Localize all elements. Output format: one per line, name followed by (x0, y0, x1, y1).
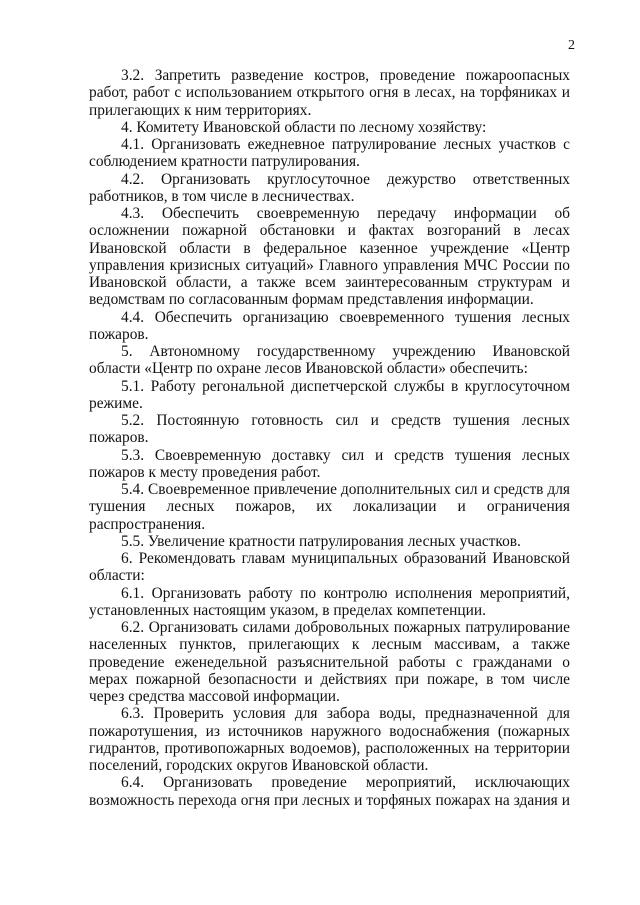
paragraph-6-1: 6.1. Организовать работу по контролю исполнения мероприятий, установленных настоящим указом, в пределах компетенции. (89, 584, 570, 619)
paragraph-4-2: 4.2. Организовать круглосуточное дежурство ответственных работников, в том числе в лесничествах. (89, 170, 570, 205)
paragraph-4-3: 4.3. Обеспечить своевременную передачу информации об осложнении пожарной обстановки и фактах возгораний в лесах Ивановской области в федеральное казенное учреждение «Центр управления кризисных ситуаций» Главного управления МЧС России по Ивановской области, а также всем заинтересованным структурам и ведомствам по согласованным формам представления информации. (89, 205, 570, 309)
paragraph-6: 6. Рекомендовать главам муниципальных образований Ивановской области: (89, 550, 570, 585)
paragraph-5: 5. Автономному государственному учреждению Ивановской области «Центр по охране лесов Ивановской области» обеспечить: (89, 343, 570, 378)
paragraph-6-4: 6.4. Организовать проведение мероприятий, исключающих возможность перехода огня при лесных и торфяных пожарах на здания и (89, 774, 570, 809)
paragraph-6-2: 6.2. Организовать силами добровольных пожарных патрулирование населенных пунктов, прилегающих к лесным массивам, а также проведение еженедельной разъяснительной работы с гражданами о мерах пожарной безопасности и действиях при пожаре, в том числе через средства массовой информации. (89, 619, 570, 705)
paragraph-5-2: 5.2. Постоянную готовность сил и средств тушения лесных пожаров. (89, 412, 570, 447)
paragraph-6-3: 6.3. Проверить условия для забора воды, предназначенной для пожаротушения, из источников наружного водоснабжения (пожарных гидрантов, противопожарных водоемов), расположенных на территории поселений, городских округов Ивановской области. (89, 705, 570, 774)
document-body (89, 67, 570, 809)
paragraph-4-4: 4.4. Обеспечить организацию своевременного тушения лесных пожаров. (89, 308, 570, 343)
paragraph-5-3: 5.3. Своевременную доставку сил и средств тушения лесных пожаров к месту проведения работ. (89, 446, 570, 481)
paragraph-5-1: 5.1. Работу регональной диспетчерской службы в круглосуточном режиме. (89, 377, 570, 412)
paragraph-5-4: 5.4. Своевременное привлечение дополнительных сил и средств для тушения лесных пожаров, их локализации и ограничения распространения. (89, 481, 570, 533)
paragraph-5-5: 5.5. Увеличение кратности патрулирования лесных участков. (121, 532, 521, 550)
paragraph-4-1: 4.1. Организовать ежедневное патрулирование лесных участков с соблюдением кратности патрулирования. (89, 136, 570, 171)
paragraph-4: 4. Комитету Ивановской области по лесному хозяйству: (121, 118, 487, 136)
paragraph-3-2: 3.2. Запретить разведение костров, проведение пожароопасных работ, работ с использованием открытого огня в лесах, на торфяниках и прилегающих к ним территориях. (89, 67, 570, 119)
page-number: 2 (568, 38, 575, 53)
